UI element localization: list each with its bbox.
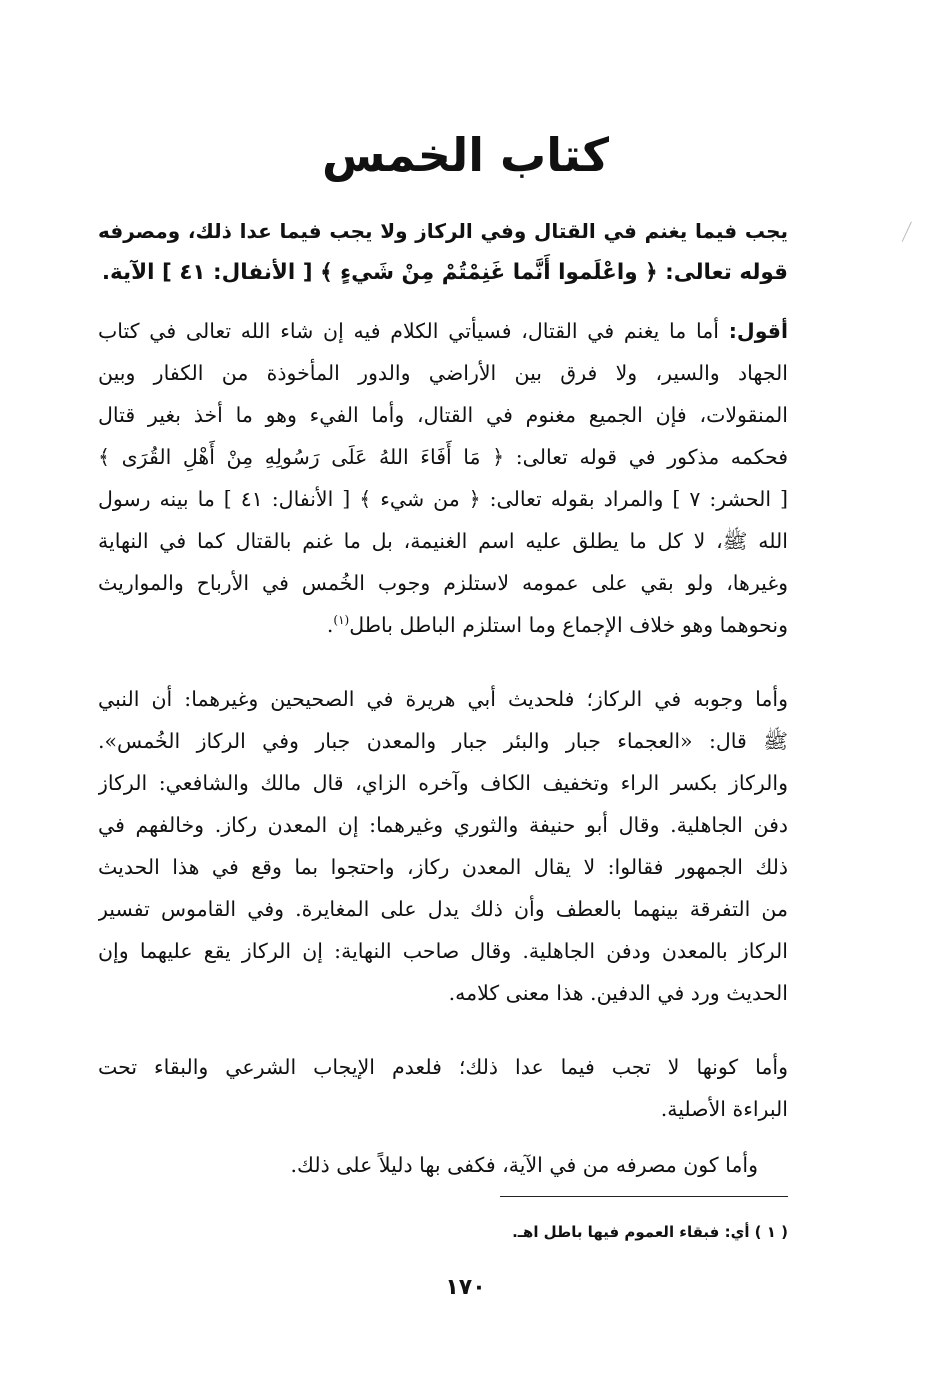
- paragraph-line: [ الحشر: ٧ ] والمراد بقوله تعالى: ﴿ من شيء ﴾ [ الأنفال: ٤١ ] ما بينه رسول: [98, 487, 788, 511]
- paragraph-line: الركاز بالمعدن ودفن الجاهلية. وقال صاحب النهاية: إن الركاز يقع عليهما وإن: [98, 939, 788, 963]
- paragraph-text: أما ما يغنم في القتال، فسيأتي الكلام فيه إن شاء الله تعالى في كتاب: [98, 319, 729, 343]
- margin-mark: [902, 222, 918, 245]
- page-number: ١٧٠: [445, 1275, 486, 1300]
- paragraph-line: البراءة الأصلية.: [660, 1097, 788, 1121]
- paragraph-4: [98, 1144, 788, 1186]
- footnote-ref: (١): [333, 613, 350, 628]
- paragraph-line: ذلك الجمهور فقالوا: لا يقال المعدن ركاز، واحتجوا بما وقع في هذا الحديث: [98, 855, 788, 879]
- paragraph-line: من التفرقة بينهما بالعطف وأن ذلك يدل على المغايرة. وفي القاموس تفسير: [98, 897, 788, 921]
- paragraph-line: الله ﷺ، لا كل ما يطلق عليه اسم الغنيمة، بل ما غنم بالقتال كما في النهاية: [98, 529, 788, 553]
- chapter-title: كتاب الخمس: [321, 128, 610, 182]
- matn-text: [98, 210, 788, 294]
- paragraph-line: فحكمه مذكور في قوله تعالى: ﴿ مَا أَفَاءَ اللهُ عَلَى رَسُولِهِ مِنْ أَهْلِ القُرَى ﴾: [98, 445, 788, 469]
- paragraph-line: وأما كون مصرفه من في الآية، فكفى بها دليلاً على ذلك.: [290, 1153, 758, 1177]
- paragraph-line: وأما كونها لا تجب فيما عدا ذلك؛ فلعدم الإيجاب الشرعي والبقاء تحت: [98, 1055, 788, 1079]
- paragraph-line: الجهاد والسير، ولا فرق بين الأراضي والدور المأخوذة من الكفار وبين: [98, 361, 788, 385]
- paragraph-text: .: [326, 613, 334, 637]
- matn-line: يجب فيما يغنم في القتال وفي الركاز ولا يجب فيما عدا ذلك، ومصرفه: [98, 219, 788, 243]
- paragraph-line: المنقولات، فإن الجميع مغنوم في القتال، وأما الفيء وهو ما أخذ بغير قتال: [98, 403, 788, 427]
- footnote-divider: [500, 1196, 788, 1197]
- matn-line: قوله تعالى: ﴿ واعْلَموا أَنَّما غَنِمْتُمْ مِنْ شَيءٍ ﴾ [ الأنفال: ٤١ ] الآية.: [101, 260, 788, 285]
- paragraph-line: وأما وجوبه في الركاز؛ فلحديث أبي هريرة في الصحيحين وغيرهما: أن النبي: [98, 687, 788, 711]
- paragraph-line: [98, 604, 788, 646]
- paragraph-line: وغيرها، ولو بقي على عمومه لاستلزم وجوب الخُمس في الأرباح والمواريث: [98, 571, 788, 595]
- paragraph-text: ونحوهما وهو خلاف الإجماع وما استلزم الباطل باطل: [349, 613, 788, 637]
- paragraph-2: [98, 678, 788, 1014]
- paragraph-line: دفن الجاهلية. وقال أبو حنيفة والثوري وغيرهما: إن المعدن ركاز. وخالفهم في: [98, 813, 788, 837]
- paragraph-line: ﷺ قال: «العجماء جبار والبئر جبار والمعدن جبار وفي الركاز الخُمس».: [98, 729, 788, 753]
- footnote: ( ١ ) أي: فبقاء العموم فيها باطل اهـ.: [512, 1223, 788, 1241]
- paragraph-1: [98, 310, 788, 646]
- paragraph-line: والركاز بكسر الراء وتخفيف الكاف وآخره الزاي، قال مالك والشافعي: الركاز: [98, 771, 788, 795]
- paragraph-3: [98, 1046, 788, 1130]
- paragraph-line: الحديث ورد في الدفين. هذا معنى كلامه.: [448, 981, 788, 1005]
- paragraph-line: [98, 310, 788, 352]
- lead-word: أقول:: [728, 319, 788, 343]
